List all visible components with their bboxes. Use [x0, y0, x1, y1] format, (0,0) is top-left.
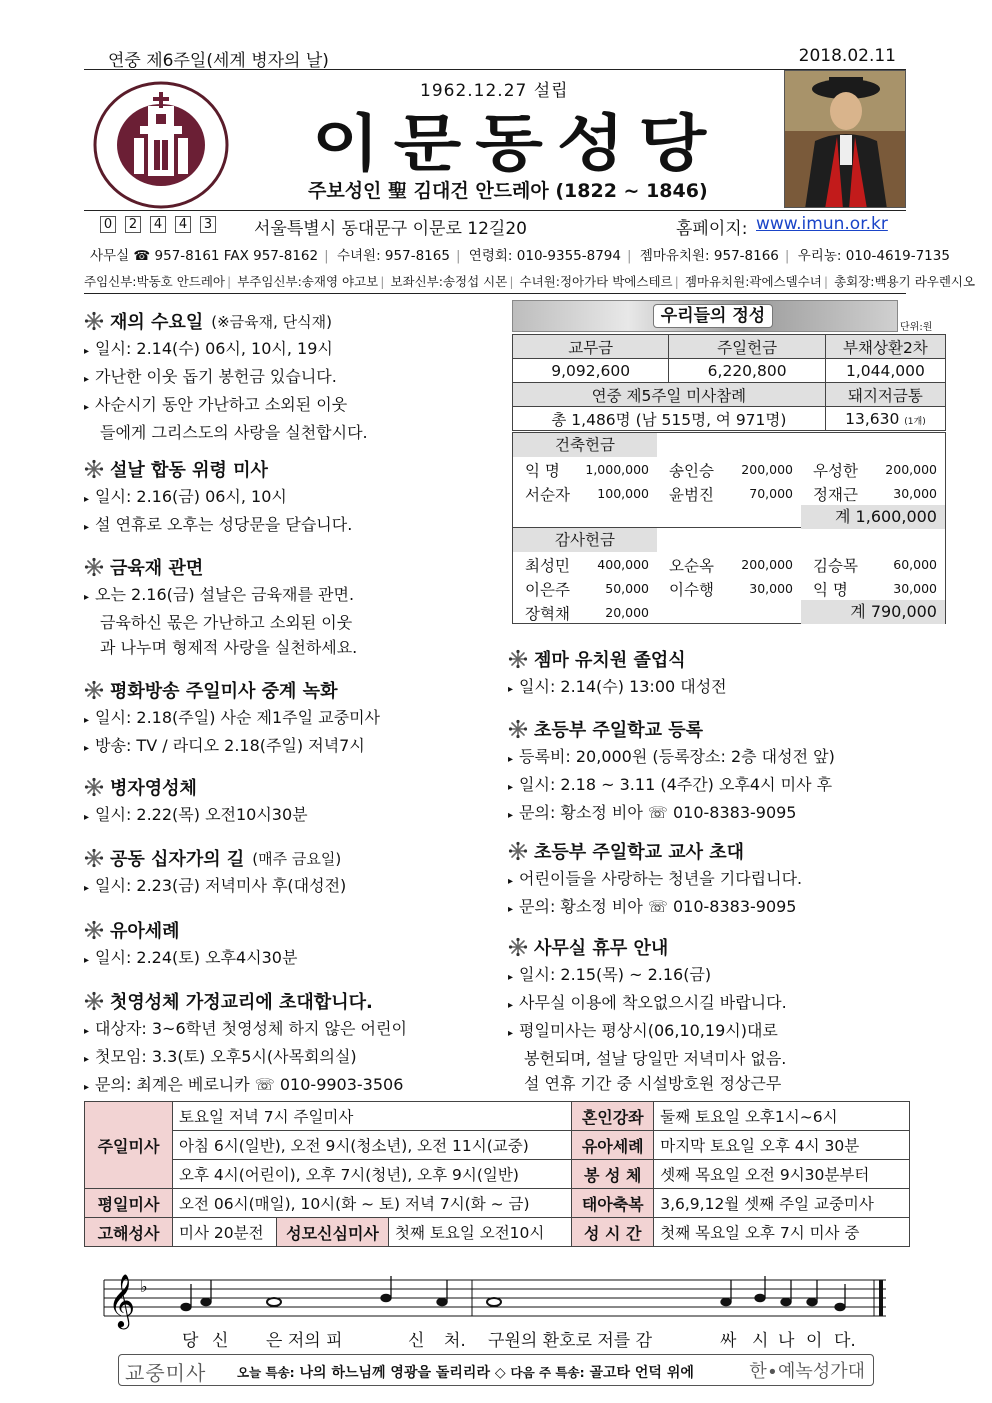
offering-value-cell: 9,092,600 — [513, 359, 669, 383]
section-item: 문의: 황소정 비아 ☏ 010-8383-9095 — [519, 803, 797, 822]
section-abstinence-dispensation: 금육재 관면 ▸ 오는 2.16(금) 설날은 금육재를 관면. 금육하신 몫은 가난하고 소외된 이웃 과 나누며 형제적 사랑을 실천하세요. — [84, 554, 357, 660]
section-first-communion: 첫영성체 가정교리에 초대합니다. ▸ 대상자: 3~6학년 첫영성체 하지 않은 어린이 ▸ 첫모임: 3.3(토) 오후5시(사목회의실) ▸ 문의: 최계은 베로니카 ☏ 010-9903-3506 — [84, 988, 407, 1100]
patron-saint: 주보성인 聖 김대건 안드레아 (1822 ~ 1846) — [308, 180, 708, 202]
special-hymns — [237, 1362, 694, 1382]
section-title: 평화방송 주일미사 중계 녹화 — [110, 681, 338, 702]
offering-value-cell: 1,044,000 — [825, 359, 945, 383]
thanksgiving-box — [512, 528, 946, 624]
section-title: 병자영성체 — [110, 778, 197, 799]
cross-star-icon — [84, 311, 104, 331]
contact-kindergarten: 젬마유치원: 957-8166 — [639, 248, 779, 264]
section-item: 일시: 2.22(목) 오전10시30분 — [95, 805, 308, 824]
postal-digit: 4 — [150, 216, 166, 233]
contact-office: 사무실 ☎ 957-8161 FAX 957-8162 — [90, 248, 319, 264]
hymn-separator: ◇ — [494, 1365, 506, 1381]
lyric-syllable: 다. — [834, 1331, 856, 1351]
section-title: 초등부 주일학교 교사 초대 — [534, 842, 745, 863]
cross-star-icon — [508, 841, 528, 861]
schedule-value: 셋째 목요일 오전 9시30분부터 — [654, 1160, 910, 1189]
svg-text:♭: ♭ — [140, 1277, 148, 1296]
section-item: 문의: 황소정 비아 ☏ 010-8383-9095 — [519, 897, 797, 916]
schedule-label: 유아세례 — [572, 1131, 654, 1160]
cross-star-icon — [84, 920, 104, 940]
parish-name: 이문동성당 — [312, 107, 721, 180]
cross-star-icon — [84, 991, 104, 1011]
section-title: 사무실 휴무 안내 — [534, 938, 669, 959]
attendance-label: 연중 제5주일 미사참례 — [513, 383, 826, 407]
schedule-label: 평일미사 — [85, 1189, 173, 1218]
next-hymn-label: 다음 주 특송: — [510, 1365, 585, 1380]
staff-item: 총회장:백용기 라우렌시오 — [834, 274, 976, 289]
cross-star-icon — [84, 459, 104, 479]
section-item: 평일미사는 평상시(06,10,19시)대로 — [519, 1021, 778, 1040]
section-item: 일시: 2.14(수) 13:00 대성전 — [519, 677, 727, 696]
schedule-value: 둘째 토요일 오후1시~6시 — [654, 1102, 910, 1131]
staff-item: 부주임신부:송재영 야고보 — [237, 274, 379, 289]
schedule-label: 주일미사 — [85, 1102, 173, 1189]
mass-schedule-table — [84, 1101, 910, 1247]
cross-star-icon — [84, 777, 104, 797]
piggy-value: 13,630 (1개) — [825, 407, 945, 431]
cross-star-icon — [84, 557, 104, 577]
svg-text:𝄞: 𝄞 — [108, 1273, 136, 1327]
cross-star-icon — [508, 937, 528, 957]
main-mass-label: 교중미사 — [125, 1361, 207, 1385]
today-hymn: 나의 하느님께 영광을 돌리리라 — [299, 1365, 490, 1381]
offering-header-cell: 부채상환2차 — [825, 335, 945, 359]
section-title: 설날 합동 위령 미사 — [110, 460, 268, 481]
section-title: 유아세례 — [110, 921, 180, 942]
postal-code — [100, 216, 216, 233]
offering-header — [512, 300, 898, 332]
offering-header-cell: 교무금 — [513, 335, 669, 359]
section-item: 문의: 최계은 베로니카 ☏ 010-9903-3506 — [95, 1075, 404, 1094]
offering-value-cell: 6,220,800 — [669, 359, 825, 383]
cross-star-icon — [508, 719, 528, 739]
staff-item: 주임신부:박동호 안드레아 — [84, 274, 226, 289]
donor-entry: 익 명 30,000 — [813, 581, 937, 599]
section-subtitle: (매주 금요일) — [252, 849, 342, 868]
cross-star-icon — [84, 848, 104, 868]
postal-digit: 0 — [100, 216, 116, 233]
lyric-syllable: 신 — [408, 1331, 425, 1351]
donor-entry: 우성한 200,000 — [813, 462, 937, 480]
schedule-value: 마지막 토요일 오후 4시 30분 — [654, 1131, 910, 1160]
schedule-label: 성모신심미사 — [277, 1218, 389, 1247]
donor-entry: 서순자 100,000 — [525, 486, 649, 504]
section-item: 사순시기 동안 가난하고 소외된 이웃 — [95, 395, 348, 414]
section-item-cont: 봉헌되며, 설날 당일만 저녁미사 없음. — [524, 1049, 787, 1068]
section-item: 어린이들을 사랑하는 청년을 기다립니다. — [519, 869, 803, 888]
founded-date: 1962.12.27 설립 — [420, 81, 569, 101]
schedule-value: 오후 4시(어린이), 오후 7시(청년), 오후 9시(일반) — [173, 1160, 572, 1189]
contact-funeral: 연령회: 010-9355-8794 — [468, 248, 621, 264]
piggy-count: (1개) — [904, 416, 926, 427]
cross-star-icon — [84, 680, 104, 700]
schedule-value: 첫째 목요일 오후 7시 미사 중 — [654, 1218, 910, 1247]
donor-entry: 이수행 30,000 — [669, 581, 793, 599]
parish-seal — [90, 78, 232, 212]
thanksgiving-label: 감사헌금 — [513, 528, 657, 552]
section-kindergarten-graduation: 젬마 유치원 졸업식 ▸ 일시: 2.14(수) 13:00 대성전 — [508, 646, 727, 702]
contact-farm: 우리농: 010-4619-7135 — [797, 248, 950, 264]
lyric-syllable: 신 — [212, 1331, 229, 1351]
section-item-cont: 금육하신 몫은 가난하고 소외된 이웃 — [100, 613, 353, 632]
section-teacher-recruit: 초등부 주일학교 교사 초대 ▸ 어린이들을 사랑하는 청년을 기다립니다. ▸ 문의: 황소정 비아 ☏ 010-8383-9095 — [508, 838, 802, 922]
schedule-value: 오전 06시(매일), 10시(화 ~ 토) 저녁 7시(화 ~ 금) — [173, 1189, 572, 1218]
section-item: 사무실 이용에 착오없으시길 바랍니다. — [519, 993, 787, 1012]
building-fund-box — [512, 432, 946, 528]
offering-table — [512, 334, 946, 431]
thanksgiving-total: 계 790,000 — [801, 600, 945, 624]
section-pbc-broadcast: 평화방송 주일미사 중계 녹화 ▸ 일시: 2.18(주일) 사순 제1주일 교중미사 ▸ 방송: TV / 라디오 2.18(주일) 저녁7시 — [84, 677, 380, 761]
schedule-label: 혼인강좌 — [572, 1102, 654, 1131]
section-item: 설 연휴로 오후는 성당문을 닫습니다. — [95, 515, 353, 534]
schedule-value: 미사 20분전 — [173, 1218, 277, 1247]
section-infant-baptism: 유아세례 ▸ 일시: 2.24(토) 오후4시30분 — [84, 917, 297, 973]
lyric-syllable: 나 — [778, 1331, 795, 1351]
section-item: 일시: 2.14(수) 06시, 10시, 19시 — [95, 339, 333, 358]
section-title: 재의 수요일 — [110, 312, 204, 333]
staff-item: 보좌신부:송정섭 시몬 — [390, 274, 508, 289]
postal-digit: 3 — [200, 216, 216, 233]
donor-entry: 정재근 30,000 — [813, 486, 937, 504]
section-sunday-school-registration: 초등부 주일학교 등록 ▸ 등록비: 20,000원 (등록장소: 2층 대성전 앞) ▸ 일시: 2.18 ~ 3.11 (4주간) 오후4시 미사 후 ▸ 문의: 황소정 비아 ☏ 010-8383-9095 — [508, 716, 835, 828]
offering-header-cell: 주일헌금 — [669, 335, 825, 359]
section-item: 일시: 2.23(금) 저녁미사 후(대성전) — [95, 876, 347, 895]
postal-digit: 2 — [125, 216, 141, 233]
section-item: 대상자: 3~6학년 첫영성체 하지 않은 어린이 — [95, 1019, 407, 1038]
special-hymn-bar — [118, 1354, 874, 1386]
donor-entry: 익 명 1,000,000 — [525, 462, 649, 480]
donor-entry: 이은주 50,000 — [525, 581, 649, 599]
schedule-value: 3,6,9,12월 셋째 주일 교중미사 — [654, 1189, 910, 1218]
donor-entry: 송인승 200,000 — [669, 462, 793, 480]
homepage-link[interactable]: www.imun.or.kr — [756, 214, 888, 234]
lyric-syllable: 시 — [752, 1331, 769, 1351]
lyric-syllable: 은 저의 피 — [266, 1331, 343, 1351]
schedule-label: 고해성사 — [85, 1218, 173, 1247]
contact-convent: 수녀원: 957-8165 — [336, 248, 450, 264]
address-line — [84, 210, 906, 238]
section-title: 첫영성체 가정교리에 초대합니다. — [110, 992, 373, 1013]
staff-item: 젬마유치원:곽에스델수녀 — [684, 274, 822, 289]
lyric-syllable: 당 — [182, 1331, 199, 1351]
offering-title: 우리들의 정성 — [653, 304, 773, 328]
donor-entry: 김승목 60,000 — [813, 557, 937, 575]
section-item-cont: 들에게 그리스도의 사랑을 실천합시다. — [100, 423, 368, 442]
section-item: 일시: 2.18 ~ 3.11 (4주간) 오후4시 미사 후 — [519, 775, 833, 794]
lyric-syllable: 처. — [444, 1331, 466, 1351]
donor-entry: 최성민 400,000 — [525, 557, 649, 575]
section-ash-wednesday: 재의 수요일 (※금육재, 단식재) ▸ 일시: 2.14(수) 06시, 10시, 19시 ▸ 가난한 이웃 돕기 봉헌금 있습니다. ▸ 사순시기 동안 가난하고 소외된 이웃 들에게 그리스도의 사랑을 실천합시다. — [84, 308, 368, 445]
section-item: 일시: 2.18(주일) 사순 제1주일 교중미사 — [95, 708, 380, 727]
hymn-lyrics — [0, 1326, 992, 1352]
staff-item: 수녀원:정아가타 박에스테르 — [519, 274, 673, 289]
next-hymn: 골고타 언덕 위에 — [589, 1365, 694, 1381]
piggy-label: 돼지저금통 — [825, 383, 945, 407]
cross-star-icon — [508, 649, 528, 669]
section-item: 가난한 이웃 돕기 봉헌금 있습니다. — [95, 367, 337, 386]
building-fund-total: 계 1,600,000 — [801, 505, 945, 529]
section-item-cont: 설 연휴 기간 중 시설방호원 정상근무 — [524, 1074, 782, 1093]
schedule-label: 태아축복 — [572, 1189, 654, 1218]
section-item-cont: 과 나누며 형제적 사랑을 실천하세요. — [100, 638, 358, 657]
today-hymn-label: 오늘 특송: — [237, 1365, 295, 1380]
offering-unit: 단위:원 — [900, 322, 933, 333]
section-subtitle: (※금육재, 단식재) — [211, 312, 332, 331]
building-fund-label: 건축헌금 — [513, 433, 657, 457]
schedule-value: 아침 6시(일반), 오전 9시(청소년), 오전 11시(교중) — [173, 1131, 572, 1160]
choir-name: 한∙예녹성가대 — [749, 1361, 865, 1382]
section-title: 초등부 주일학교 등록 — [534, 720, 704, 741]
section-office-closure: 사무실 휴무 안내 ▸ 일시: 2.15(목) ~ 2.16(금) ▸ 사무실 이용에 착오없으시길 바랍니다. ▸ 평일미사는 평상시(06,10,19시)대로 봉헌되며, 설날 당일만 저녁미사 없음. 설 연휴 기간 중 시설방호원 정상근무 — [508, 934, 787, 1096]
section-title: 공동 십자가의 길 — [110, 849, 245, 870]
section-item: 오는 2.16(금) 설날은 금육재를 관면. — [95, 585, 355, 604]
homepage-label: 홈페이지: — [676, 219, 748, 239]
lyric-syllable: 이 — [806, 1331, 823, 1351]
section-item: 방송: TV / 라디오 2.18(주일) 저녁7시 — [95, 736, 365, 755]
donor-entry: 오순옥 200,000 — [669, 557, 793, 575]
lyric-syllable: 싸 — [720, 1331, 737, 1351]
schedule-value: 토요일 저녁 7시 주일미사 — [173, 1102, 572, 1131]
section-item: 일시: 2.24(토) 오후4시30분 — [95, 948, 298, 967]
section-item: 첫모임: 3.3(토) 오후5시(사목회의실) — [95, 1047, 357, 1066]
section-item: 등록비: 20,000원 (등록장소: 2층 대성전 앞) — [519, 747, 835, 766]
bulletin-date: 2018.02.11 — [798, 46, 896, 66]
schedule-value: 첫째 토요일 오전10시 — [389, 1218, 572, 1247]
top-line — [84, 46, 906, 70]
schedule-label: 봉 성 체 — [572, 1160, 654, 1189]
postal-digit: 4 — [175, 216, 191, 233]
attendance-value: 총 1,486명 (남 515명, 여 971명) — [513, 407, 826, 431]
section-sick-communion: 병자영성체 ▸ 일시: 2.22(목) 오전10시30분 — [84, 774, 308, 830]
staff-list: 주임신부:박동호 안드레아 | 부주임신부:송재영 야고보 | 보좌신부:송정섭 시몬 | 수녀원:정아가타 박에스테르 | 젬마유치원:곽에스델수녀 | 총회장:백용기 라우렌시오 — [84, 270, 906, 294]
section-lunar-new-year-mass: 설날 합동 위령 미사 ▸ 일시: 2.16(금) 06시, 10시 ▸ 설 연휴로 오후는 성당문을 닫습니다. — [84, 456, 352, 540]
patron-portrait — [784, 70, 906, 208]
section-title: 젬마 유치원 졸업식 — [534, 650, 686, 671]
section-stations-of-cross: 공동 십자가의 길 (매주 금요일) ▸ 일시: 2.23(금) 저녁미사 후(대성전) — [84, 845, 346, 901]
sunday-title: 연중 제6주일(세계 병자의 날) — [108, 51, 329, 71]
donor-entry: 장혁채 20,000 — [525, 605, 649, 623]
section-item: 일시: 2.16(금) 06시, 10시 — [95, 487, 287, 506]
street-address: 서울특별시 동대문구 이문로 12길20 — [254, 219, 527, 239]
section-item: 일시: 2.15(목) ~ 2.16(금) — [519, 965, 712, 984]
donor-entry: 윤범진 70,000 — [669, 486, 793, 504]
contact-list: 사무실 ☎ 957-8161 FAX 957-8162 | 수녀원: 957-8165 | 연령회: 010-9355-8794 | 젬마유치원: 957-8166 | 우리농: 010-4619-7135 — [90, 248, 950, 264]
lyric-syllable: 구원의 환호로 저를 감 — [488, 1331, 653, 1351]
section-title: 금육재 관면 — [110, 558, 204, 579]
schedule-label: 성 시 간 — [572, 1218, 654, 1247]
